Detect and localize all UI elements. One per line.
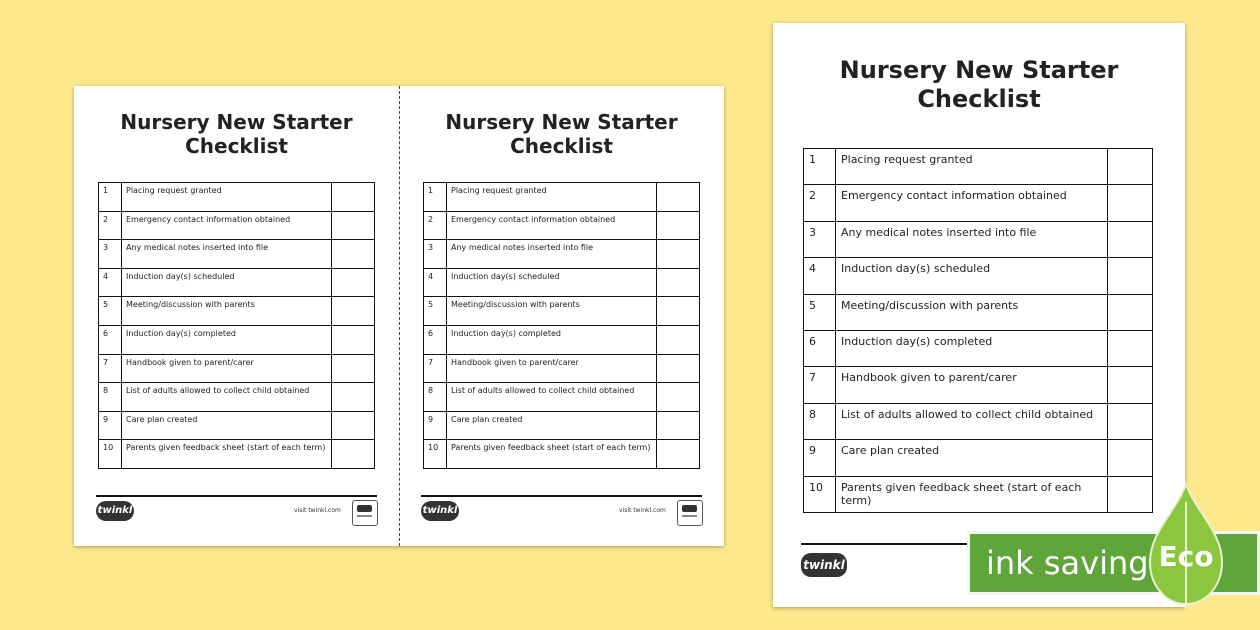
item-number: 3: [99, 240, 122, 269]
tick-box[interactable]: [657, 183, 700, 212]
checklist-row: [99, 354, 375, 383]
item-number: 6: [424, 325, 447, 354]
twinkl-logo: twinkl: [421, 501, 459, 521]
tick-box[interactable]: [1108, 258, 1153, 294]
tick-box[interactable]: [657, 440, 700, 469]
item-text: Induction day(s) scheduled: [122, 268, 332, 297]
checklist-row: [804, 440, 1153, 476]
two-up-sheet: [74, 86, 724, 546]
item-number: 2: [424, 211, 447, 240]
item-number: 9: [99, 411, 122, 440]
checklist-row: [424, 211, 700, 240]
checklist-row: [424, 183, 700, 212]
twinkl-logo: twinkl: [96, 501, 134, 521]
item-number: 1: [424, 183, 447, 212]
tick-box[interactable]: [332, 183, 375, 212]
checklist-title: [74, 110, 399, 158]
item-text: Induction day(s) scheduled: [836, 258, 1108, 294]
item-number: 4: [424, 268, 447, 297]
title-line-2: Checklist: [510, 134, 613, 158]
item-number: 8: [424, 383, 447, 412]
footer-rule: [421, 495, 702, 497]
title-line-1: Nursery New Starter: [445, 110, 678, 134]
title-line-2: Checklist: [185, 134, 288, 158]
item-number: 10: [424, 440, 447, 469]
tick-box[interactable]: [332, 354, 375, 383]
eco-label: Eco: [1158, 540, 1214, 573]
item-number: 4: [99, 268, 122, 297]
tick-box[interactable]: [332, 440, 375, 469]
checklist-row: [804, 330, 1153, 366]
tick-box[interactable]: [657, 297, 700, 326]
item-number: 7: [804, 367, 836, 403]
checklist-row: [99, 211, 375, 240]
item-text: Induction day(s) completed: [122, 325, 332, 354]
ink-saving-label: ink saving: [986, 544, 1149, 582]
tick-box[interactable]: [657, 383, 700, 412]
item-number: 6: [804, 330, 836, 366]
item-number: 10: [99, 440, 122, 469]
checklist-row: [804, 294, 1153, 330]
checklist-row: [804, 258, 1153, 294]
item-number: 3: [804, 221, 836, 257]
title-line-1: Nursery New Starter: [839, 56, 1119, 84]
tick-box[interactable]: [1108, 149, 1153, 185]
left-checklist: [74, 86, 399, 546]
portrait-sheet: [773, 23, 1185, 607]
checked-stamp-icon: [677, 500, 703, 526]
checklist-row: [424, 325, 700, 354]
item-number: 3: [424, 240, 447, 269]
tick-box[interactable]: [332, 240, 375, 269]
checklist-table: [803, 148, 1153, 513]
tick-box[interactable]: [657, 354, 700, 383]
item-text: Placing request granted: [122, 183, 332, 212]
tick-box[interactable]: [657, 325, 700, 354]
item-number: 7: [99, 354, 122, 383]
item-text: Emergency contact information obtained: [836, 185, 1108, 221]
tick-box[interactable]: [332, 411, 375, 440]
visit-text: visit twinkl.com: [294, 507, 341, 514]
title-line-2: Checklist: [917, 84, 1041, 113]
checklist-table: [423, 182, 700, 469]
checklist-row: [99, 240, 375, 269]
checklist-table: [98, 182, 375, 469]
tick-box[interactable]: [657, 211, 700, 240]
twinkl-logo: twinkl: [801, 553, 847, 577]
tick-box[interactable]: [657, 411, 700, 440]
item-text: List of adults allowed to collect child obtained: [447, 383, 657, 412]
item-number: 4: [804, 258, 836, 294]
item-number: 1: [99, 183, 122, 212]
tick-box[interactable]: [1108, 367, 1153, 403]
item-number: 10: [804, 476, 836, 512]
item-text: Induction day(s) completed: [836, 330, 1108, 366]
checklist-row: [99, 383, 375, 412]
item-text: Parents given feedback sheet (start of each term): [836, 476, 1108, 512]
checklist-row: [424, 440, 700, 469]
item-number: 5: [804, 294, 836, 330]
item-text: Parents given feedback sheet (start of each term): [447, 440, 657, 469]
title-line-1: Nursery New Starter: [120, 110, 353, 134]
item-text: Handbook given to parent/carer: [447, 354, 657, 383]
footer-rule: [96, 495, 377, 497]
tick-box[interactable]: [657, 240, 700, 269]
checklist-row: [99, 183, 375, 212]
checklist-title: [399, 110, 724, 158]
checklist-row: [804, 403, 1153, 439]
item-number: 1: [804, 149, 836, 185]
item-text: Placing request granted: [836, 149, 1108, 185]
item-text: Emergency contact information obtained: [447, 211, 657, 240]
item-number: 5: [424, 297, 447, 326]
checklist-row: [804, 149, 1153, 185]
item-number: 2: [804, 185, 836, 221]
tick-box[interactable]: [1108, 440, 1153, 476]
item-number: 7: [424, 354, 447, 383]
checklist-row: [804, 367, 1153, 403]
item-text: Handbook given to parent/carer: [836, 367, 1108, 403]
item-text: Induction day(s) scheduled: [447, 268, 657, 297]
tick-box[interactable]: [332, 325, 375, 354]
checked-stamp-icon: [352, 500, 378, 526]
item-number: 9: [424, 411, 447, 440]
item-text: Meeting/discussion with parents: [122, 297, 332, 326]
tick-box[interactable]: [332, 211, 375, 240]
tick-box[interactable]: [1108, 330, 1153, 366]
item-text: Handbook given to parent/carer: [122, 354, 332, 383]
item-text: Any medical notes inserted into file: [122, 240, 332, 269]
item-number: 2: [99, 211, 122, 240]
checklist-row: [424, 268, 700, 297]
right-checklist: [399, 86, 724, 546]
checklist-row: [424, 240, 700, 269]
tick-box[interactable]: [1108, 476, 1153, 512]
item-text: Emergency contact information obtained: [122, 211, 332, 240]
item-text: List of adults allowed to collect child obtained: [122, 383, 332, 412]
checklist-row: [424, 383, 700, 412]
checklist-row: [99, 411, 375, 440]
checklist-row: [424, 411, 700, 440]
checklist-row: [99, 268, 375, 297]
tick-box[interactable]: [1108, 185, 1153, 221]
item-number: 9: [804, 440, 836, 476]
item-number: 8: [804, 403, 836, 439]
checklist-title: [773, 56, 1185, 114]
item-text: Care plan created: [122, 411, 332, 440]
tick-box[interactable]: [332, 268, 375, 297]
checklist-row: [99, 440, 375, 469]
checklist-row: [99, 297, 375, 326]
item-text: Any medical notes inserted into file: [836, 221, 1108, 257]
checklist-row: [424, 354, 700, 383]
checklist-row: [424, 297, 700, 326]
item-number: 6: [99, 325, 122, 354]
visit-text: visit twinkl.com: [619, 507, 666, 514]
item-number: 5: [99, 297, 122, 326]
item-text: List of adults allowed to collect child obtained: [836, 403, 1108, 439]
item-text: Care plan created: [447, 411, 657, 440]
checklist-row: [804, 185, 1153, 221]
item-number: 8: [99, 383, 122, 412]
tick-box[interactable]: [657, 268, 700, 297]
tick-box[interactable]: [332, 297, 375, 326]
checklist-row: [804, 221, 1153, 257]
item-text: Meeting/discussion with parents: [836, 294, 1108, 330]
item-text: Care plan created: [836, 440, 1108, 476]
item-text: Placing request granted: [447, 183, 657, 212]
tick-box[interactable]: [1108, 294, 1153, 330]
tick-box[interactable]: [1108, 403, 1153, 439]
checklist-row: [804, 476, 1153, 512]
item-text: Any medical notes inserted into file: [447, 240, 657, 269]
item-text: Parents given feedback sheet (start of each term): [122, 440, 332, 469]
item-text: Induction day(s) completed: [447, 325, 657, 354]
tick-box[interactable]: [1108, 221, 1153, 257]
item-text: Meeting/discussion with parents: [447, 297, 657, 326]
tick-box[interactable]: [332, 383, 375, 412]
checklist-row: [99, 325, 375, 354]
